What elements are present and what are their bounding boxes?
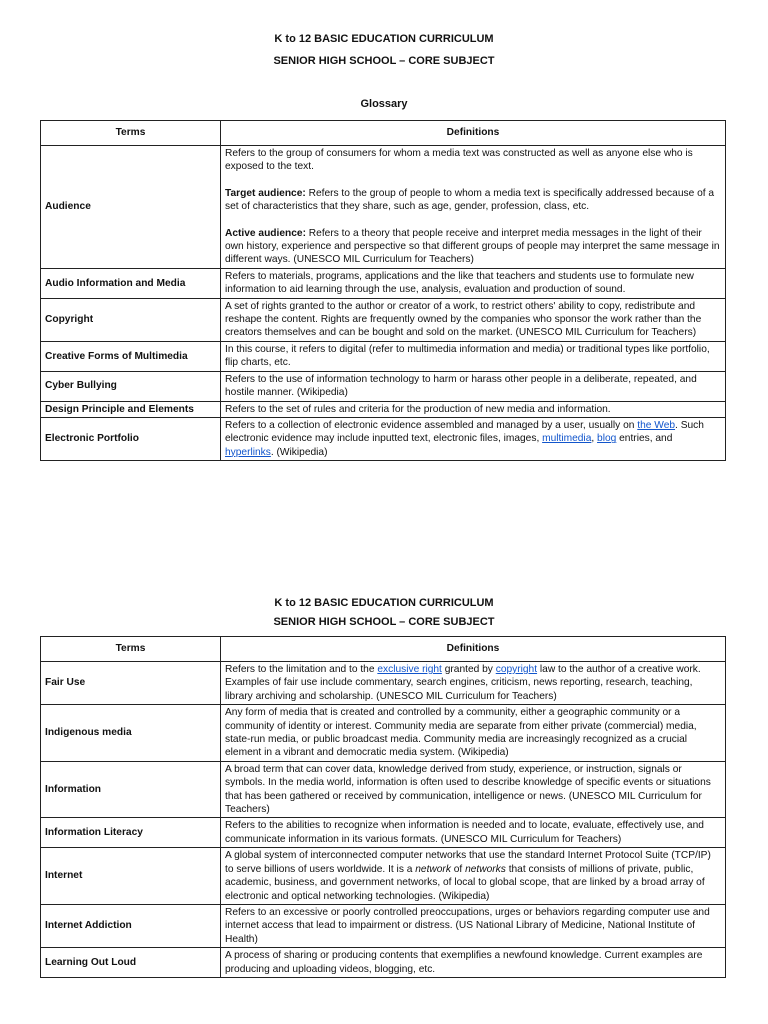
term-cell: Indigenous media — [41, 705, 221, 762]
term-cell: Creative Forms of Multimedia — [41, 341, 221, 371]
hyperlinks-link[interactable]: hyperlinks — [225, 446, 271, 458]
emphasis-text: networks — [465, 863, 506, 875]
table-row — [41, 268, 726, 298]
subject-header: SENIOR HIGH SCHOOL – CORE SUBJECT — [273, 616, 495, 628]
table-header-row — [41, 121, 726, 146]
definition-cell — [221, 848, 726, 905]
term-cell: Internet Addiction — [41, 904, 221, 947]
definition-text: law to the author of a creative work. Examples of fair use include commentary, search engines, criticism, news reporting, research, teaching, library archiving and scholarship. (UNESCO MIL Curriculum for Teachers) — [225, 664, 701, 702]
definitions-column-header: Definitions — [221, 637, 726, 662]
term-cell: Design Principle and Elements — [41, 401, 221, 417]
term-cell: Audio Information and Media — [41, 268, 221, 298]
term-cell: Information — [41, 761, 221, 818]
definition-text: entries, and — [616, 433, 673, 445]
table-row — [41, 818, 726, 848]
terms-column-header: Terms — [41, 121, 221, 146]
definition-cell: A process of sharing or producing contents that exemplifies a newfound knowledge. Current examples are producing and uploading videos, blogging, etc. — [221, 948, 726, 978]
table-row — [41, 848, 726, 905]
subject-header: SENIOR HIGH SCHOOL – CORE SUBJECT — [273, 55, 495, 67]
definition-text: . Such electronic evidence may include inputted text, electronic files, images, — [225, 419, 704, 445]
definition-cell: A set of rights granted to the author or creator of a work, to restrict others' ability to copy, redistribute and reshape the content. Rights are frequently owned by the companies who sponsor the work rather than the creators themselves and can be bought and sold on the market. (UNESCO MIL Curriculum for Teachers) — [221, 298, 726, 341]
blog-link[interactable]: blog — [597, 433, 617, 445]
definition-cell: Any form of media that is created and controlled by a community, either a geographic community or a community of identity or interest. Community media are separate from either private (commercial) media, state-run media, or public broadcast media. Community media are increasingly recognized as a crucial element in a vibrant and democratic media system. (Wikipedia) — [221, 705, 726, 762]
definition-cell: Refers to the set of rules and criteria for the production of new media and information. — [221, 401, 726, 417]
definition-cell — [221, 146, 726, 269]
table-row — [41, 761, 726, 818]
curriculum-header: K to 12 BASIC EDUCATION CURRICULUM — [274, 597, 494, 609]
term-cell: Information Literacy — [41, 818, 221, 848]
table-row — [41, 904, 726, 947]
table-row — [41, 401, 726, 417]
the-web-link[interactable]: the Web — [637, 419, 676, 431]
glossary-title: Glossary — [360, 98, 408, 110]
definition-text: of — [450, 863, 466, 875]
definition-text: , — [591, 433, 598, 445]
definition-text: Refers to a theory that people receive and interpret media messages in the light of their own history, experience and perspective so that different groups of people may interpret the same message in different ways. (UNESCO MIL Curriculum for Teachers) — [225, 227, 720, 266]
glossary-table — [40, 120, 726, 461]
table-row — [41, 298, 726, 341]
definition-text — [225, 187, 721, 214]
copyright-link[interactable]: copyright — [495, 664, 538, 675]
definition-text: Refers to the limitation and to the — [225, 664, 378, 675]
definition-text: Refers to the group of consumers for whom a media text was constructed as well as anyone else who is exposed to the text. — [225, 148, 693, 173]
definition-cell — [221, 662, 726, 705]
exclusive-right-link[interactable]: exclusive right — [377, 664, 442, 675]
table-row — [41, 146, 726, 269]
definition-text: Refers to a collection of electronic evidence assembled and managed by a user, usually on — [225, 419, 638, 431]
table-row — [41, 417, 726, 460]
definition-cell — [221, 417, 726, 460]
term-cell: Electronic Portfolio — [41, 417, 221, 460]
definition-text: that consists of millions of private, public, academic, business, and government networks, of local to global scope, that are linked by a broad array of electronic and optical networking technologies. (Wikipedia) — [225, 863, 705, 902]
table-row — [41, 341, 726, 371]
term-cell: Audience — [41, 146, 221, 269]
definition-text: . (Wikipedia) — [270, 446, 328, 458]
definitions-column-header: Definitions — [221, 121, 726, 146]
definition-cell: A broad term that can cover data, knowledge derived from study, experience, or instruction, signals or symbols. In the media world, information is often used to describe knowledge of specific events or situations that has been gathered or received by communication, intelligence or news. (UNESCO MIL Curriculum for Teachers) — [221, 761, 726, 818]
table-row — [41, 371, 726, 401]
table-header-row — [41, 637, 726, 662]
definition-text: granted by — [441, 664, 496, 675]
term-cell: Internet — [41, 848, 221, 905]
table-row — [41, 662, 726, 705]
term-cell: Cyber Bullying — [41, 371, 221, 401]
curriculum-header: K to 12 BASIC EDUCATION CURRICULUM — [274, 33, 494, 45]
definition-cell: Refers to the abilities to recognize when information is needed and to locate, evaluate, effectively use, and communicate information in its various formats. (UNESCO MIL Curriculum for Teachers) — [221, 818, 726, 848]
table-row — [41, 705, 726, 762]
multimedia-link[interactable]: multimedia — [542, 433, 592, 445]
term-cell: Copyright — [41, 298, 221, 341]
definition-text — [225, 227, 721, 267]
term-cell: Learning Out Loud — [41, 948, 221, 978]
term-cell: Fair Use — [41, 662, 221, 705]
definition-text: A global system of interconnected computer networks that use the standard Internet Protocol Suite (TCP/IP) to serve billions of users worldwide. It is a — [225, 850, 711, 875]
subterm-label: Active audience: — [225, 227, 306, 239]
glossary-table — [40, 636, 726, 978]
definition-text: Refers to the group of people to whom a media text is specifically addressed because of a set of characteristics that they share, such as age, gender, profession, class, etc. — [225, 187, 715, 213]
subterm-label: Target audience: — [225, 187, 306, 199]
emphasis-text: network — [415, 863, 451, 875]
terms-column-header: Terms — [41, 637, 221, 662]
definition-cell: Refers to an excessive or poorly controlled preoccupations, urges or behaviors regarding computer use and internet access that lead to impairment or distress. (US National Library of Medicine, National Institute of Health) — [221, 904, 726, 947]
definition-cell: In this course, it refers to digital (refer to multimedia information and media) or traditional types like portfolio, flip charts, etc. — [221, 341, 726, 371]
definition-cell: Refers to the use of information technology to harm or harass other people in a deliberate, repeated, and hostile manner. (Wikipedia) — [221, 371, 726, 401]
table-row — [41, 948, 726, 978]
definition-cell: Refers to materials, programs, applications and the like that teachers and students use to formulate new information to aid learning through the use, analysis, evaluation and production of sound. — [221, 268, 726, 298]
